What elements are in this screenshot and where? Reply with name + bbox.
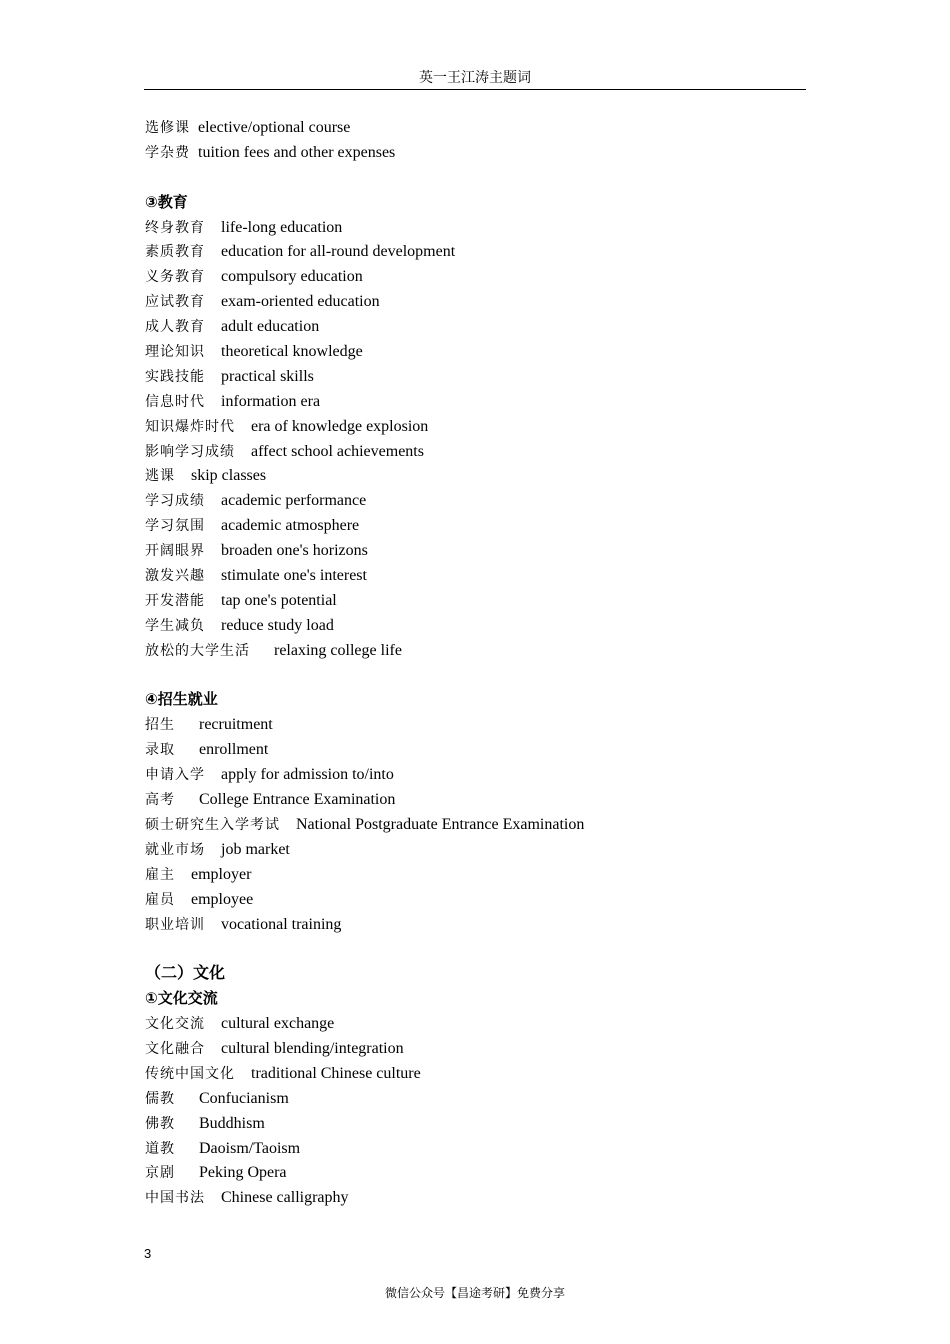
vocab-entry [145,1185,845,1210]
chinese-term: 文化交流 [145,1016,205,1033]
chinese-term: 选修课 [145,120,190,136]
chinese-term: 应试教育 [145,294,205,311]
vocab-entry [145,289,845,314]
chinese-term: 雇员 [145,891,175,908]
vocab-entry [145,812,845,837]
english-term: employee [191,890,254,908]
vocab-entry [145,1011,845,1036]
vocab-entry [145,314,845,339]
vocab-entry [145,787,845,812]
chinese-term: 学杂费 [145,144,190,161]
chinese-term: 信息时代 [145,393,205,410]
vocab-entry [145,887,845,912]
chinese-term: 京剧 [145,1165,175,1182]
chinese-term: 招生 [145,717,175,734]
vocab-entry [145,513,845,538]
vocab-entry [145,414,845,439]
english-term: employer [191,865,252,883]
english-term: theoretical knowledge [221,343,363,361]
chinese-term: 义务教育 [145,269,205,286]
vocab-entry [145,538,845,563]
english-term: Buddhism [199,1114,265,1132]
vocab-entry [145,140,845,165]
english-term: tap one's potential [221,591,337,609]
vocab-entry [145,1036,845,1061]
english-term: enrollment [199,741,269,759]
vocab-entry [145,1111,845,1136]
section-heading: ①文化交流 [145,989,218,1008]
english-term: job market [221,840,290,858]
vocab-entry [145,737,845,762]
chinese-term: 知识爆炸时代 [145,418,235,435]
chinese-term: 激发兴趣 [145,568,205,585]
chinese-term: 学习氛围 [145,518,205,535]
vocab-entry [145,1136,845,1161]
vocab-entry [145,463,845,488]
vocab-entry [145,613,845,638]
chinese-term: 成人教育 [145,319,205,336]
chinese-term: 佛教 [145,1115,175,1132]
page-number: 3 [144,1246,152,1261]
chinese-term: 放松的大学生活 [145,642,250,659]
chinese-term: 儒教 [145,1090,175,1107]
chinese-term: 影响学习成绩 [145,443,235,460]
english-term: College Entrance Examination [199,791,396,809]
english-term: Chinese calligraphy [221,1189,349,1207]
vocab-entry [145,762,845,787]
english-term: relaxing college life [274,641,402,659]
vocab-entry [145,239,845,264]
chinese-term: 申请入学 [145,767,205,784]
vocab-entry [145,389,845,414]
english-term: vocational training [221,915,342,933]
english-term: recruitment [199,716,273,734]
english-term: apply for admission to/into [221,766,394,784]
english-term: practical skills [221,367,314,385]
vocab-entry [145,264,845,289]
english-term: tuition fees and other expenses [198,143,396,161]
chinese-term: 学生减负 [145,617,205,634]
chinese-term: 学习成绩 [145,493,205,510]
english-term: National Postgraduate Entrance Examination [296,815,585,833]
chinese-term: 开发潜能 [145,592,205,609]
english-term: reduce study load [221,616,334,634]
chinese-term: 中国书法 [145,1190,205,1207]
english-term: adult education [221,318,320,336]
vocab-entry [145,1061,845,1086]
blank-line [145,936,845,961]
english-term: education for all-round development [221,243,456,261]
chinese-term: 实践技能 [145,368,205,385]
english-term: cultural blending/integration [221,1039,404,1057]
vocab-entry [145,712,845,737]
vocab-entry [145,439,845,464]
vocab-entry [145,837,845,862]
chinese-term: 终身教育 [145,219,205,236]
vocab-entry [145,912,845,937]
chinese-term: 雇主 [145,866,175,883]
vocab-entry [145,115,845,140]
english-term: stimulate one's interest [221,567,367,585]
english-term: skip classes [191,467,267,485]
english-term: Peking Opera [199,1164,287,1182]
chinese-term: 开阔眼界 [145,543,205,560]
english-term: elective/optional course [198,119,351,136]
english-term: life-long education [221,218,343,236]
chinese-term: 职业培训 [145,916,205,933]
vocabulary-list [145,115,845,1210]
english-term: traditional Chinese culture [251,1064,421,1082]
vocab-entry [145,215,845,240]
english-term: compulsory education [221,268,363,286]
page-header: 英一王江涛主题词 [144,68,806,90]
section-heading: ③教育 [145,192,188,211]
vocab-entry [145,638,845,663]
english-term: academic atmosphere [221,517,360,535]
english-term: information era [221,392,321,410]
english-term: exam-oriented education [221,293,380,311]
chinese-term: 素质教育 [145,244,205,261]
blank-line [145,663,845,688]
chapter-heading: （二）文化 [145,963,226,983]
chinese-term: 硕士研究生入学考试 [145,816,280,833]
english-term: cultural exchange [221,1015,335,1033]
chinese-term: 就业市场 [145,841,205,858]
chinese-term: 录取 [145,742,175,759]
english-term: affect school achievements [251,442,424,460]
vocab-entry [145,588,845,613]
chinese-term: 逃课 [145,468,175,485]
english-term: Daoism/Taoism [199,1139,301,1157]
vocab-entry [145,364,845,389]
blank-line [145,165,845,190]
english-term: Confucianism [199,1089,289,1107]
vocab-entry [145,488,845,513]
vocab-entry [145,862,845,887]
section-heading: ④招生就业 [145,690,218,709]
footer-note: 微信公众号【昌途考研】免费分享 [384,1286,565,1300]
english-term: era of knowledge explosion [251,417,429,435]
chinese-term: 理论知识 [145,344,205,361]
chinese-term: 道教 [145,1140,175,1157]
chinese-term: 文化融合 [145,1040,205,1057]
vocab-entry [145,339,845,364]
english-term: academic performance [221,492,367,510]
english-term: broaden one's horizons [221,542,368,560]
vocab-entry [145,1160,845,1185]
chinese-term: 高考 [145,792,175,809]
chinese-term: 传统中国文化 [145,1065,235,1082]
vocab-entry [145,563,845,588]
vocab-entry [145,1086,845,1111]
